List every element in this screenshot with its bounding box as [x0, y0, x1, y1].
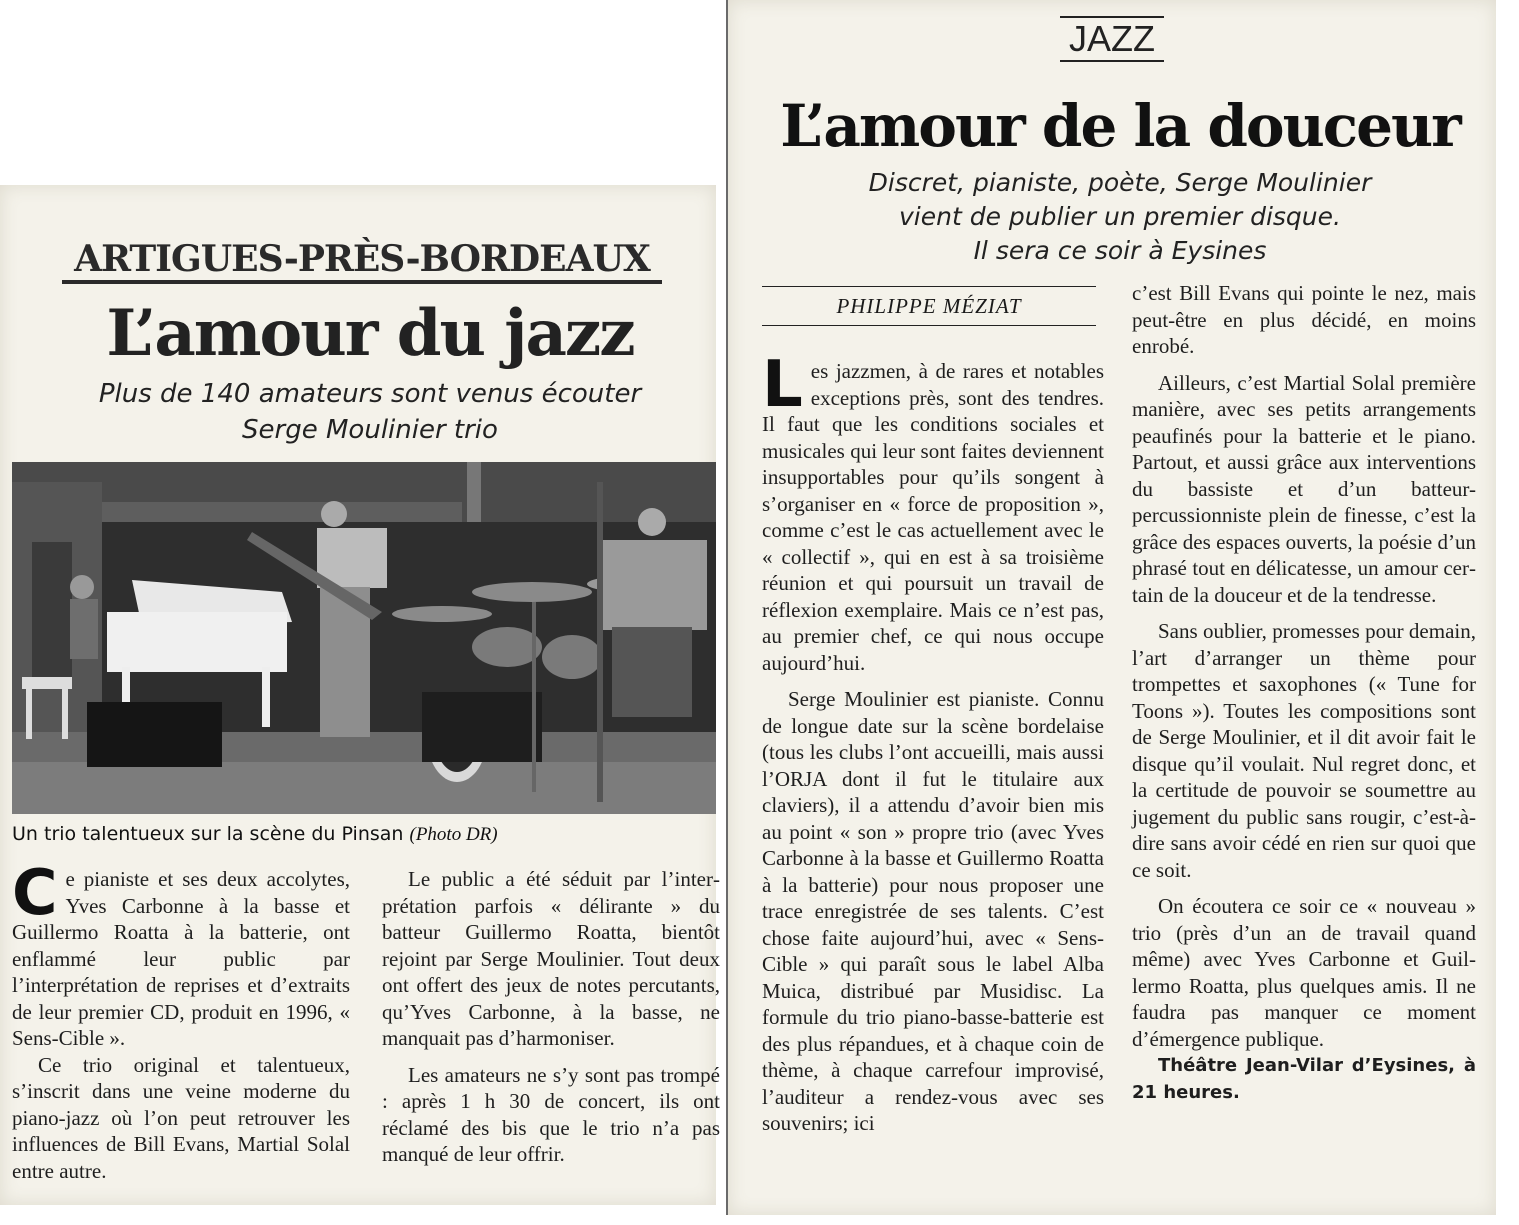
concert-photo — [12, 462, 716, 814]
left-paragraph-4: Les amateurs ne s’y sont pas trompé : après 1 h 30 de concert, ils ont réclamé des bis que le trio n’a pas manqué de leur offrir. — [382, 1062, 720, 1166]
photo-credit: (Photo DR) — [409, 824, 498, 845]
right-column-2 — [1132, 280, 1476, 1106]
left-deck-line-2: Serge Moulinier trio — [242, 415, 498, 445]
left-headline: L’amour du jazz — [106, 296, 634, 371]
right-deck-line-1: Discret, pianiste, poète, Serge Moulinier — [868, 168, 1372, 197]
right-deck — [740, 166, 1500, 268]
right-paragraph-2: Serge Moulinier est pianiste. Connu de longue date sur la scène bordelaise (tous les clubs l’ont accueilli, mais aussi l’ORJA dont il fut le titulaire aux claviers), il a attendu d’avoir bien mis au point « son » propre trio (avec Yves Carbonne à la basse et Guillermo Roatta à la batterie) pour nous proposer une trace enregistrée de ses talents. C’est chose faite aujourd’hui, avec « Sens-Cible » qui paraît sous le label Alba Muica, distribué par Musidisc. La formule du trio piano-basse-batterie est des plus répandues, et à chaque coin de thème, à chaque carrefour improvisé, l’auditeur a rendez-vous avec ses souvenirs; ici — [762, 687, 1104, 1135]
right-dropcap: L — [762, 348, 803, 422]
byline: PHILIPPE MÉZIAT — [762, 286, 1096, 326]
left-paragraph-2: Ce trio original et talentueux, s’inscrit dans une veine moderne du piano-jazz où l’on peut retrouver les influences de Bill Evans, Martial Solal entre autre. — [12, 1052, 350, 1183]
photo-caption-text: Un trio talentueux sur la scène du Pinsan — [12, 823, 404, 845]
right-paragraph-4: Ailleurs, c’est Martial Solal première manière, avec ses petits arrangements peaufinés pour la batterie et le piano. Partout, et aussi grâce aux interventions du bassiste et d’un batteur-percussionniste plein de finesse, c’est la grâce des espaces ouverts, la poésie d’un phrasé tout en délicatesse, un amour certain de la douceur et de la tendresse. — [1132, 370, 1476, 607]
right-paragraph-6: On écoutera ce soir ce « nouveau » trio (près d’un an de travail quand même) avec Yves Carbonne et Guillermo Roatta, plus quelques amis. Il ne faudra pas manquer ce moment d’émergence publique. — [1132, 894, 1476, 1051]
section-label: JAZZ — [1060, 16, 1164, 62]
left-paragraph-1: Ce pianiste et ses deux accolytes, Yves Carbonne à la basse et Guillermo Roatta à la batterie, ont enflammé leur public par l’interprétation de reprises et d’extraits de leur premier CD, produit en 1996, « Sens-Cible ». — [12, 856, 350, 1050]
left-column-2 — [382, 866, 720, 1168]
photo-caption — [12, 823, 716, 846]
left-deck-line-1: Plus de 140 amateurs sont venus écouter — [98, 379, 642, 409]
right-paragraph-3: c’est Bill Evans qui pointe le nez, mais peut-être en plus décidé, en moins enrobé. — [1132, 281, 1476, 358]
left-kicker: ARTIGUES-PRÈS-BORDEAUX — [62, 238, 662, 284]
right-column-1 — [762, 348, 1104, 1137]
right-paragraph-1: Les jazzmen, à de rares et notables exceptions près, sont des tendres. Il faut que les conditions sociales et musicales qui leur sont faites deviennent insupportables pour qu’ils songent à s’organiser en « force de proposition », comme c’est le cas actuellement avec le « collectif », qui en est à sa troisième réunion et qui poursuit un travail de réflexion exemplaire. Mais ce n’est pas, au premier chef, ce qui nous occupe aujourd’hui. — [762, 348, 1104, 675]
right-paragraph-5: Sans oublier, promesses pour demain, l’art d’arranger un thème pour trompettes et saxophones (« Tune for Toons »). Toutes les compositions sont de Serge Moulinier, et il dit avoir fait le disque qu’il voulait. Nul regret donc, et la certitude de pouvoir se soumettre au jugement du public sans rougir, c’est-à-dire sans avoir cédé en rien sur quoi que ce soit. — [1132, 619, 1476, 882]
right-deck-line-3: Il sera ce soir à Eysines — [973, 236, 1267, 265]
venue-info: Théâtre Jean-Vilar d’Eysines, à 21 heures. — [1132, 1055, 1476, 1103]
right-deck-line-2: vient de publier un premier disque. — [899, 202, 1341, 231]
left-column-1 — [12, 856, 350, 1184]
concert-photo-illustration — [12, 462, 716, 814]
right-headline: L’amour de la douceur — [780, 92, 1460, 160]
left-deck — [20, 376, 720, 448]
left-paragraph-3: Le public a été séduit par l’interprétation parfois « délirante » du batteur Guillermo Roatta, bientôt rejoint par Serge Moulinier. Tout deux ont offert des jeux de notes percutants, qu’Yves Carbonne, à la basse, ne manquait pas d’harmoniser. — [382, 867, 720, 1050]
left-dropcap: C — [12, 856, 58, 929]
